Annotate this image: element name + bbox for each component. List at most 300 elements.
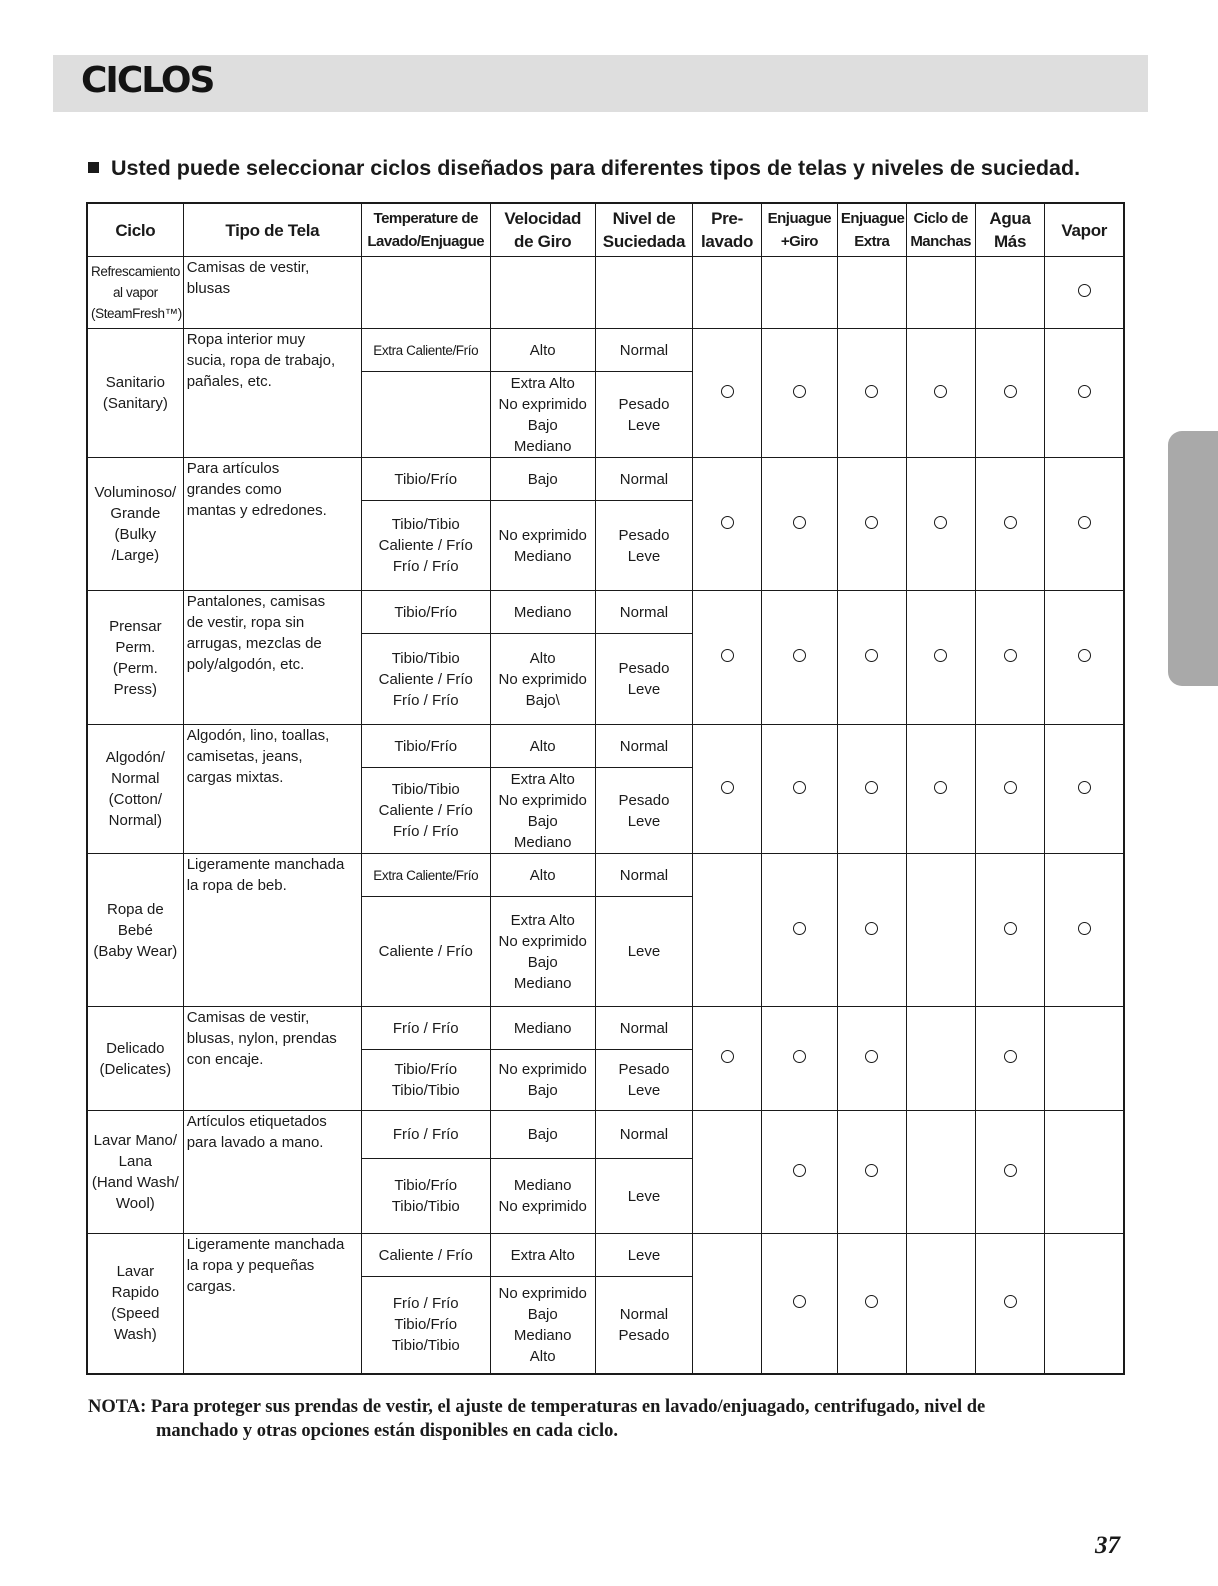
- cycle-name: [87, 1234, 183, 1374]
- soil-cell-line: Leve: [627, 1187, 661, 1205]
- soil-cell: [595, 897, 692, 1007]
- option-prelavado: [693, 725, 762, 854]
- speed-cell: [490, 1050, 595, 1111]
- table-header-row: [87, 203, 1124, 257]
- table-row: [87, 329, 1124, 372]
- speed-cell-line: Alto: [529, 737, 556, 755]
- temperature-cell-line: Tibio/Frío: [394, 470, 458, 488]
- option-available-icon: [1078, 781, 1091, 794]
- option-available-icon: [793, 1164, 806, 1177]
- temperature-cell: [361, 897, 490, 1007]
- fabric-type-line: sucia, ropa de trabajo,: [186, 352, 336, 369]
- option-available-icon: [865, 781, 878, 794]
- temperature-cell-line: Tibio/Frío: [394, 737, 458, 755]
- fabric-type-line: grandes como: [186, 481, 282, 498]
- option-available-icon: [865, 1295, 878, 1308]
- option-available-icon: [865, 649, 878, 662]
- option-agua-mas: [975, 725, 1045, 854]
- header-agua-mas: Agua Más: [975, 203, 1045, 257]
- cycle-name-line: (Hand Wash/: [91, 1174, 179, 1191]
- section-banner: [53, 55, 1148, 112]
- fabric-type: [183, 725, 361, 854]
- cycle-name-line: al vapor: [112, 285, 158, 300]
- header-ciclo: Ciclo: [87, 203, 183, 257]
- temperature-cell-line: Tibio/Frío: [394, 1177, 458, 1194]
- note-line-2: manchado y otras opciones están disponibles en cada ciclo.: [156, 1421, 619, 1441]
- soil-cell-line: Normal: [619, 1126, 669, 1143]
- speed-cell-line: No exprimido: [498, 791, 587, 809]
- speed-cell-line: Extra Alto: [510, 374, 575, 392]
- option-available-icon: [1078, 284, 1091, 297]
- bullet-square-icon: [88, 162, 99, 173]
- speed-cell-line: Bajo: [527, 953, 558, 971]
- temperature-cell-line: Caliente / Frío: [378, 802, 473, 819]
- cycle-name-line: /Large): [111, 547, 160, 564]
- header-enjuague-extra: Enjuague Extra: [837, 203, 906, 257]
- temperature-cell: [361, 854, 490, 897]
- soil-cell: [595, 329, 692, 372]
- speed-cell-line: Extra Alto: [510, 1246, 575, 1264]
- speed-cell-line: No exprimido: [498, 1198, 587, 1215]
- cycle-name: [87, 854, 183, 1007]
- option-prelavado: [693, 1234, 762, 1374]
- temperature-cell-line: Caliente / Frío: [378, 1246, 473, 1264]
- table-row: [87, 1111, 1124, 1159]
- temperature-cell-line: Tibio/Frío: [394, 603, 458, 621]
- option-available-icon: [1078, 922, 1091, 935]
- fabric-type-line: cargas mixtas.: [186, 769, 284, 786]
- fabric-type-line: blusas, nylon, prendas: [186, 1030, 337, 1047]
- table-row: [87, 458, 1124, 501]
- option-ciclo-manchas: [906, 725, 975, 854]
- option-ciclo-manchas: [906, 1111, 975, 1234]
- speed-cell-line: No exprimido: [498, 1061, 587, 1078]
- speed-cell-line: No exprimido: [498, 1284, 587, 1302]
- fabric-type-line: pañales, etc.: [186, 373, 272, 390]
- option-prelavado: [693, 1111, 762, 1234]
- temperature-cell-line: Frío / Frío: [392, 691, 459, 709]
- temperature-cell: [361, 1050, 490, 1111]
- temperature-cell: [361, 1007, 490, 1050]
- cycle-name: [87, 725, 183, 854]
- speed-cell: [490, 1277, 595, 1374]
- option-ciclo-manchas: [906, 458, 975, 591]
- cycle-name: [87, 591, 183, 725]
- option-vapor: [1045, 329, 1124, 458]
- side-tab-marker: [1168, 431, 1218, 686]
- fabric-type-line: poly/algodón, etc.: [186, 656, 305, 673]
- option-enjuague-giro: [761, 458, 837, 591]
- cycle-name-line: Normal): [108, 812, 163, 829]
- option-prelavado: [693, 329, 762, 458]
- soil-cell: [595, 372, 692, 458]
- intro-text: [88, 156, 1188, 181]
- speed-cell-line: Bajo: [527, 416, 558, 434]
- temperature-cell-line: Tibio/Tibio: [391, 516, 460, 533]
- option-available-icon: [865, 1050, 878, 1063]
- soil-cell-line: Leve: [627, 416, 661, 434]
- cycle-name-line: Lana: [118, 1153, 153, 1170]
- cycle-name-line: Algodón/: [105, 749, 165, 766]
- temperature-cell-line: Tibio/Frío: [394, 1316, 458, 1334]
- soil-cell-line: Leve: [627, 943, 661, 960]
- temperature-cell: [361, 1111, 490, 1159]
- option-enjuague-giro: [761, 257, 837, 329]
- soil-cell-line: Pesado: [618, 791, 670, 809]
- speed-cell: [490, 329, 595, 372]
- option-available-icon: [1004, 1295, 1017, 1308]
- cycle-name-line: Bebé: [117, 921, 153, 939]
- option-available-icon: [793, 516, 806, 529]
- cycles-table: [86, 202, 1125, 1375]
- fabric-type: [183, 1234, 361, 1374]
- temperature-cell: [361, 768, 490, 854]
- table-row: [87, 854, 1124, 897]
- fabric-type-line: mantas y edredones.: [186, 502, 327, 519]
- option-enjuague-giro: [761, 1007, 837, 1111]
- header-velocidad: Velocidad de Giro: [490, 203, 595, 257]
- cycle-name-line: Ropa de: [106, 900, 164, 918]
- option-enjuague-giro: [761, 1111, 837, 1234]
- header-vapor: Vapor: [1045, 203, 1124, 257]
- fabric-type: [183, 1111, 361, 1234]
- option-available-icon: [934, 781, 947, 794]
- speed-cell-line: Mediano: [513, 1177, 572, 1194]
- option-enjuague-extra: [837, 329, 906, 458]
- speed-cell: [490, 1111, 595, 1159]
- speed-cell-line: Extra Alto: [510, 911, 575, 929]
- fabric-type-line: camisetas, jeans,: [186, 748, 303, 765]
- option-agua-mas: [975, 591, 1045, 725]
- option-enjuague-giro: [761, 725, 837, 854]
- speed-cell-line: Mediano: [513, 1326, 572, 1344]
- temperature-cell-line: Caliente / Frío: [378, 537, 473, 554]
- temperature-cell: [361, 725, 490, 768]
- speed-cell-line: No exprimido: [498, 526, 587, 544]
- option-available-icon: [793, 922, 806, 935]
- fabric-type-line: Ligeramente manchada: [186, 856, 345, 873]
- cycle-name-line: (Bulky: [114, 526, 157, 543]
- cycle-name-line: Perm.: [115, 638, 156, 656]
- speed-cell: [490, 372, 595, 458]
- header-ciclo-manchas: Ciclo de Manchas: [906, 203, 975, 257]
- option-available-icon: [865, 516, 878, 529]
- fabric-type: [183, 257, 361, 329]
- option-available-icon: [793, 385, 806, 398]
- soil-cell-line: Pesado: [618, 1326, 670, 1344]
- cycle-name-line: Delicado: [106, 1039, 165, 1057]
- option-enjuague-extra: [837, 591, 906, 725]
- option-available-icon: [793, 649, 806, 662]
- soil-cell: [595, 1111, 692, 1159]
- option-ciclo-manchas: [906, 1007, 975, 1111]
- temperature-cell-line: Caliente / Frío: [378, 943, 473, 960]
- temperature-cell: [361, 257, 490, 329]
- speed-cell-line: Mediano: [513, 437, 572, 455]
- option-enjuague-giro: [761, 854, 837, 1007]
- temperature-cell-line: Tibio/Tibio: [391, 781, 460, 798]
- soil-cell: [595, 1159, 692, 1234]
- fabric-type-line: cargas.: [186, 1278, 236, 1295]
- option-ciclo-manchas: [906, 854, 975, 1007]
- option-enjuague-giro: [761, 329, 837, 458]
- temperature-cell: [361, 458, 490, 501]
- soil-cell-line: Pesado: [618, 526, 670, 544]
- option-available-icon: [1004, 385, 1017, 398]
- speed-cell-line: Extra Alto: [510, 770, 575, 788]
- soil-cell-line: Normal: [619, 866, 669, 884]
- cycle-name-line: Grande: [110, 505, 161, 522]
- option-available-icon: [1078, 649, 1091, 662]
- option-agua-mas: [975, 257, 1045, 329]
- temperature-cell: [361, 1159, 490, 1234]
- option-enjuague-extra: [837, 458, 906, 591]
- option-vapor: [1045, 1111, 1124, 1234]
- fabric-type-line: Ropa interior muy: [186, 331, 306, 348]
- fabric-type-line: la ropa y pequeñas: [186, 1257, 315, 1274]
- option-available-icon: [793, 781, 806, 794]
- soil-cell: [595, 768, 692, 854]
- temperature-cell: [361, 1234, 490, 1277]
- header-nivel: Nivel de Suciedada: [595, 203, 692, 257]
- soil-cell: [595, 257, 692, 329]
- speed-cell: [490, 591, 595, 634]
- speed-cell: [490, 1007, 595, 1050]
- option-ciclo-manchas: [906, 257, 975, 329]
- option-available-icon: [1078, 516, 1091, 529]
- cycle-name-line: Wash): [113, 1326, 157, 1344]
- temperature-cell: [361, 591, 490, 634]
- fabric-type: [183, 1007, 361, 1111]
- speed-cell-line: Mediano: [513, 1019, 572, 1037]
- option-ciclo-manchas: [906, 1234, 975, 1374]
- soil-cell: [595, 1007, 692, 1050]
- table-row: [87, 257, 1124, 329]
- table-row: [87, 725, 1124, 768]
- option-enjuague-extra: [837, 1007, 906, 1111]
- cycle-name: [87, 458, 183, 591]
- header-enjuague-giro: Enjuague +Giro: [761, 203, 837, 257]
- option-enjuague-extra: [837, 725, 906, 854]
- temperature-cell-line: Frío / Frío: [392, 558, 459, 575]
- speed-cell-line: No exprimido: [498, 395, 587, 413]
- speed-cell-line: Mediano: [513, 833, 572, 851]
- cycle-name-line: (Delicates): [99, 1060, 172, 1078]
- option-vapor: [1045, 854, 1124, 1007]
- fabric-type-line: la ropa de beb.: [186, 877, 287, 894]
- cycle-name-line: Prensar: [109, 617, 162, 635]
- option-available-icon: [1004, 781, 1017, 794]
- temperature-cell-line: Tibio/Tibio: [391, 1337, 460, 1355]
- temperature-cell-line: Tibio/Tibio: [391, 1082, 460, 1099]
- option-enjuague-giro: [761, 1234, 837, 1374]
- fabric-type: [183, 458, 361, 591]
- option-available-icon: [934, 385, 947, 398]
- option-agua-mas: [975, 1234, 1045, 1374]
- table-row: [87, 1234, 1124, 1277]
- option-available-icon: [793, 1050, 806, 1063]
- speed-cell-line: Bajo: [527, 470, 558, 488]
- page-number: 37: [1095, 1532, 1120, 1559]
- soil-cell: [595, 591, 692, 634]
- soil-cell-line: Normal: [619, 1305, 669, 1323]
- fabric-type-line: Pantalones, camisas: [186, 593, 326, 610]
- footnote: [88, 1395, 1128, 1443]
- option-available-icon: [721, 385, 734, 398]
- soil-cell-line: Leve: [627, 547, 661, 565]
- cycle-name-line: (Baby Wear): [93, 942, 178, 960]
- option-available-icon: [865, 922, 878, 935]
- option-available-icon: [1004, 1050, 1017, 1063]
- soil-cell-line: Normal: [619, 1019, 669, 1037]
- note-label: NOTA:: [88, 1397, 147, 1417]
- fabric-type-line: Ligeramente manchada: [186, 1236, 345, 1253]
- fabric-type: [183, 591, 361, 725]
- option-available-icon: [1078, 385, 1091, 398]
- option-prelavado: [693, 458, 762, 591]
- speed-cell-line: Alto: [529, 1347, 556, 1365]
- option-agua-mas: [975, 854, 1045, 1007]
- cycle-name-line: (SteamFresh™): [91, 306, 182, 321]
- speed-cell-line: No exprimido: [498, 932, 587, 950]
- soil-cell-line: Pesado: [618, 660, 670, 677]
- option-prelavado: [693, 591, 762, 725]
- cycle-name-line: Wool): [115, 1195, 155, 1212]
- soil-cell: [595, 854, 692, 897]
- option-vapor: [1045, 458, 1124, 591]
- cycle-name: [87, 257, 183, 329]
- soil-cell-line: Leve: [627, 1246, 661, 1264]
- soil-cell: [595, 1277, 692, 1374]
- speed-cell: [490, 1234, 595, 1277]
- header-temperatura: Temperature de Lavado/Enjuague: [361, 203, 490, 257]
- option-vapor: [1045, 257, 1124, 329]
- speed-cell: [490, 257, 595, 329]
- speed-cell: [490, 634, 595, 725]
- option-available-icon: [1004, 649, 1017, 662]
- cycle-name-line: Refrescamiento: [91, 264, 180, 279]
- temperature-cell-line: Frío / Frío: [392, 823, 459, 840]
- speed-cell-line: Bajo: [527, 1305, 558, 1323]
- cycle-name: [87, 329, 183, 458]
- soil-cell-line: Pesado: [618, 395, 670, 413]
- speed-cell: [490, 501, 595, 591]
- speed-cell-line: No exprimido: [498, 670, 587, 688]
- option-prelavado: [693, 1007, 762, 1111]
- temperature-cell: [361, 329, 490, 372]
- option-available-icon: [1004, 1164, 1017, 1177]
- temperature-cell-line: Caliente / Frío: [378, 670, 473, 688]
- cycle-name-line: Normal: [111, 770, 160, 787]
- cycle-name-line: Lavar Mano/: [93, 1132, 178, 1149]
- cycle-name-line: Lavar Rapido: [111, 1263, 160, 1302]
- fabric-type-line: Artículos etiquetados: [186, 1113, 327, 1130]
- speed-cell: [490, 897, 595, 1007]
- speed-cell-line: Alto: [529, 341, 556, 359]
- speed-cell-line: Alto: [529, 866, 556, 884]
- option-ciclo-manchas: [906, 591, 975, 725]
- fabric-type-line: Algodón, lino, toallas,: [186, 727, 330, 744]
- option-agua-mas: [975, 1007, 1045, 1111]
- soil-cell: [595, 458, 692, 501]
- fabric-type-line: Para artículos: [186, 460, 280, 477]
- cycle-name-line: (Speed: [111, 1305, 160, 1323]
- option-prelavado: [693, 854, 762, 1007]
- cycle-name-line: (Cotton/: [108, 791, 163, 808]
- note-line-1: Para proteger sus prendas de vestir, el ajuste de temperaturas en lavado/enjuagado, centrifugado, nivel de: [150, 1397, 986, 1417]
- option-available-icon: [721, 649, 734, 662]
- temperature-cell-line: Tibio/Frío: [394, 1061, 458, 1078]
- temperature-cell-line: Tibio/Tibio: [391, 649, 460, 667]
- speed-cell-line: Alto: [529, 649, 556, 667]
- option-agua-mas: [975, 1111, 1045, 1234]
- page-title: CICLOS: [81, 60, 214, 101]
- temperature-cell: [361, 1277, 490, 1374]
- temperature-cell: [361, 501, 490, 591]
- cycle-name-line: Press): [113, 680, 158, 698]
- fabric-type-line: Camisas de vestir,: [186, 259, 310, 276]
- option-enjuague-giro: [761, 591, 837, 725]
- option-enjuague-extra: [837, 257, 906, 329]
- option-available-icon: [1004, 516, 1017, 529]
- option-available-icon: [721, 516, 734, 529]
- soil-cell-line: Leve: [627, 1082, 661, 1099]
- header-prelavado: Pre- lavado: [693, 203, 762, 257]
- intro-sentence: Usted puede seleccionar ciclos diseñados para diferentes tipos de telas y niveles de suciedad.: [111, 156, 1081, 180]
- fabric-type-line: Camisas de vestir,: [186, 1009, 310, 1026]
- cycle-name-line: (Sanitary): [102, 395, 168, 412]
- fabric-type-line: de vestir, ropa sin: [186, 614, 305, 631]
- option-vapor: [1045, 725, 1124, 854]
- cycle-name-line: (Perm.: [112, 659, 158, 677]
- speed-cell: [490, 854, 595, 897]
- speed-cell-line: Bajo\: [525, 691, 560, 709]
- temperature-cell-line: Extra Caliente/Frío: [373, 867, 479, 883]
- option-vapor: [1045, 1007, 1124, 1111]
- soil-cell: [595, 1234, 692, 1277]
- temperature-cell-line: Frío / Frío: [392, 1295, 459, 1313]
- cycle-name: [87, 1007, 183, 1111]
- temperature-cell-line: Extra Caliente/Frío: [373, 342, 479, 358]
- table-row: [87, 591, 1124, 634]
- soil-cell: [595, 1050, 692, 1111]
- cycle-name: [87, 1111, 183, 1234]
- soil-cell-line: Normal: [619, 603, 669, 621]
- fabric-type: [183, 329, 361, 458]
- temperature-cell: [361, 372, 490, 458]
- speed-cell-line: Mediano: [513, 547, 572, 565]
- soil-cell-line: Normal: [619, 470, 669, 488]
- speed-cell: [490, 768, 595, 854]
- option-available-icon: [934, 516, 947, 529]
- speed-cell: [490, 458, 595, 501]
- option-available-icon: [721, 1050, 734, 1063]
- soil-cell: [595, 501, 692, 591]
- option-available-icon: [793, 1295, 806, 1308]
- soil-cell-line: Normal: [619, 737, 669, 755]
- option-agua-mas: [975, 329, 1045, 458]
- temperature-cell: [361, 634, 490, 725]
- soil-cell-line: Normal: [619, 341, 669, 359]
- speed-cell: [490, 725, 595, 768]
- option-available-icon: [865, 1164, 878, 1177]
- soil-cell-line: Leve: [627, 681, 661, 698]
- fabric-type-line: arrugas, mezclas de: [186, 635, 322, 652]
- cycle-name-line: Sanitario: [105, 374, 165, 391]
- cycle-name-line: Voluminoso/: [94, 484, 177, 501]
- temperature-cell-line: Frío / Frío: [392, 1126, 459, 1143]
- option-vapor: [1045, 591, 1124, 725]
